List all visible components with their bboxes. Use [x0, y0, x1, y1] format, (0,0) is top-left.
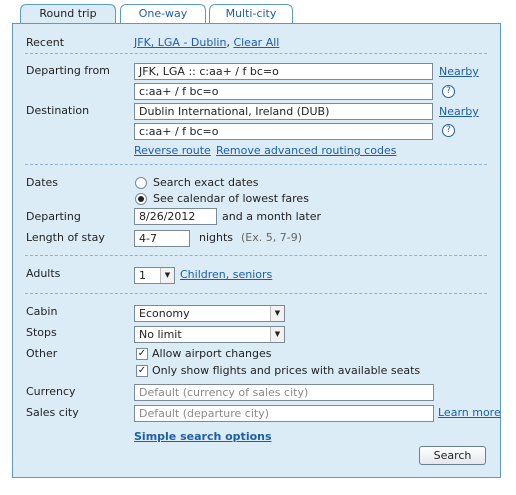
cabin-value: Economy [139, 307, 190, 320]
help-icon[interactable]: ? [442, 124, 455, 137]
departing-label: Departing [26, 210, 81, 223]
recent-row [134, 36, 279, 49]
sales-city-label: Sales city [26, 406, 79, 419]
divider [25, 293, 487, 294]
length-of-stay-input[interactable]: 4-7 [134, 230, 190, 247]
allow-airport-changes-label: Allow airport changes [152, 347, 272, 360]
departing-date-suffix: and a month later [222, 210, 322, 223]
exact-dates-radio[interactable] [135, 177, 147, 189]
help-icon[interactable]: ? [442, 85, 455, 98]
departing-from-label: Departing from [26, 64, 110, 77]
checkmark-icon: ✓ [137, 365, 147, 376]
divider [25, 164, 487, 165]
search-form-panel [12, 23, 501, 478]
currency-label: Currency [26, 385, 76, 398]
other-label: Other [26, 347, 58, 360]
calendar-lowest-fares-radio[interactable] [135, 193, 147, 205]
stay-example-hint: (Ex. 5, 7-9) [241, 231, 302, 244]
stops-value: No limit [139, 328, 182, 341]
allow-airport-changes-checkbox[interactable] [136, 348, 148, 360]
destination-input[interactable]: Dublin International, Ireland (DUB) [134, 103, 433, 120]
calendar-lowest-fares-label: See calendar of lowest fares [153, 192, 309, 205]
divider [25, 255, 487, 256]
destination-label: Destination [26, 104, 90, 117]
currency-input[interactable]: Default (currency of sales city) [134, 384, 434, 401]
departing-from-input[interactable]: JFK, LGA :: c:aa+ / f bc=o [134, 63, 433, 80]
departing-routing-codes-input[interactable]: c:aa+ / f bc=o [134, 83, 433, 100]
dropdown-arrow-icon: ▼ [270, 306, 284, 321]
departing-date-input[interactable]: 8/26/2012 [134, 208, 217, 225]
divider [25, 53, 487, 54]
nights-label: nights [199, 231, 234, 244]
recent-route-link[interactable]: JFK, LGA - Dublin [134, 36, 227, 49]
cabin-select[interactable] [134, 305, 285, 322]
children-seniors-link[interactable]: Children, seniors [180, 268, 273, 281]
length-of-stay-label: Length of stay [26, 231, 105, 244]
recent-separator: , [226, 36, 230, 49]
reverse-route-link[interactable]: Reverse route [134, 144, 211, 157]
recent-label: Recent [26, 36, 65, 49]
checkmark-icon: ✓ [137, 348, 147, 359]
search-button[interactable]: Search [419, 446, 486, 465]
available-seats-checkbox[interactable] [136, 365, 148, 377]
sales-city-input[interactable]: Default (departure city) [134, 405, 434, 422]
adults-select[interactable] [134, 267, 175, 284]
exact-dates-label: Search exact dates [153, 176, 259, 189]
departing-nearby-link[interactable]: Nearby [439, 65, 479, 78]
tab-multi-city[interactable]: Multi-city [209, 4, 293, 24]
adults-label: Adults [26, 267, 61, 280]
available-seats-label: Only show flights and prices with available seats [152, 364, 421, 377]
stops-label: Stops [26, 326, 57, 339]
dropdown-arrow-icon: ▼ [270, 327, 284, 342]
remove-routing-codes-link[interactable]: Remove advanced routing codes [216, 144, 397, 157]
dropdown-arrow-icon: ▼ [160, 268, 174, 283]
tab-one-way[interactable]: One-way [120, 4, 206, 24]
cabin-label: Cabin [26, 305, 58, 318]
dates-label: Dates [26, 176, 59, 189]
destination-nearby-link[interactable]: Nearby [439, 105, 479, 118]
destination-routing-codes-input[interactable]: c:aa+ / f bc=o [134, 123, 433, 140]
tab-round-trip[interactable]: Round trip [20, 4, 116, 25]
learn-more-link[interactable]: Learn more [438, 406, 501, 419]
stops-select[interactable] [134, 326, 285, 343]
clear-all-link[interactable]: Clear All [233, 36, 280, 49]
simple-search-options-link[interactable]: Simple search options [134, 430, 272, 443]
adults-value: 1 [139, 269, 146, 282]
